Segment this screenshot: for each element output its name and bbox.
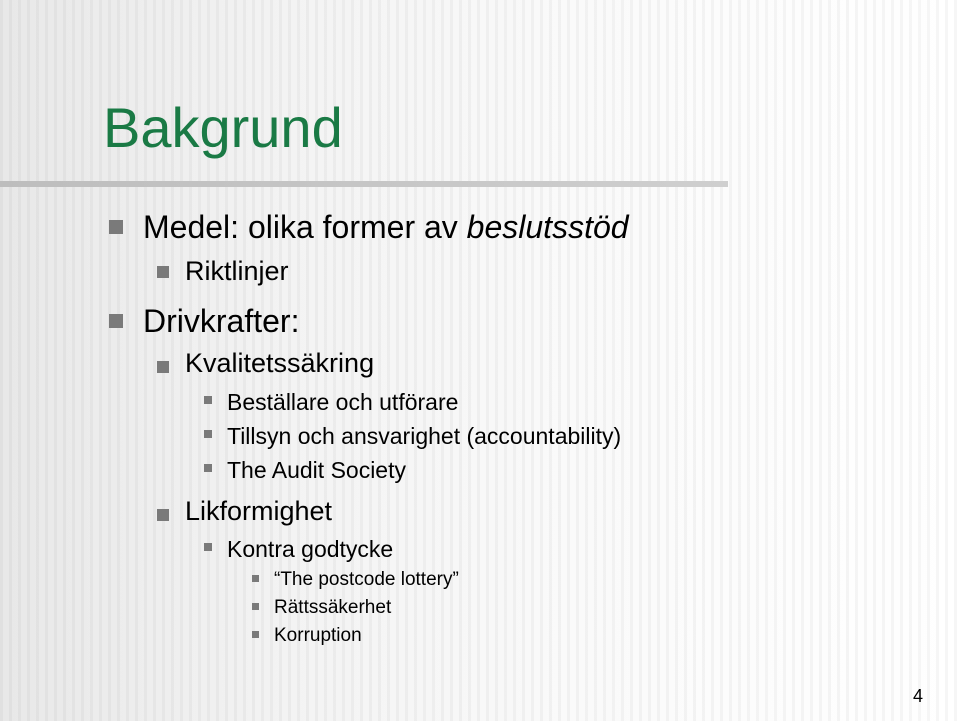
bullet-item-medel: Medel: olika former av beslutsstöd xyxy=(143,209,629,245)
square-bullet-icon xyxy=(252,603,259,610)
slide-title: Bakgrund xyxy=(103,96,343,159)
square-bullet-icon xyxy=(204,430,212,438)
square-bullet-icon xyxy=(109,314,123,328)
bullet-item-tillsyn: Tillsyn och ansvarighet (accountability) xyxy=(227,423,622,449)
square-bullet-icon xyxy=(252,631,259,638)
title-divider xyxy=(0,181,728,187)
square-bullet-icon xyxy=(157,361,169,373)
square-bullet-icon xyxy=(157,509,169,521)
page-number: 4 xyxy=(913,686,924,706)
square-bullet-icon xyxy=(204,543,212,551)
bullet-item-korruption: Korruption xyxy=(274,625,362,646)
emphasis-text: beslutsstöd xyxy=(466,209,629,245)
square-bullet-icon xyxy=(204,396,212,404)
square-bullet-icon xyxy=(157,266,169,278)
square-bullet-icon xyxy=(252,575,259,582)
bullet-item-audit-society: The Audit Society xyxy=(227,457,406,483)
bullet-item-kontra-godtycke: Kontra godtycke xyxy=(227,536,394,562)
bullet-item-riktlinjer: Riktlinjer xyxy=(185,256,289,286)
bullet-item-bestallare: Beställare och utförare xyxy=(227,389,459,415)
bullet-item-rattssakerhet: Rättssäkerhet xyxy=(274,597,392,618)
square-bullet-icon xyxy=(109,220,123,234)
bullet-item-postcode-lottery: “The postcode lottery” xyxy=(274,569,459,590)
bullet-item-likformighet: Likformighet xyxy=(185,496,333,526)
bullet-item-drivkrafter: Drivkrafter: xyxy=(143,303,300,339)
bullet-item-kvalitetssakring: Kvalitetssäkring xyxy=(185,348,375,378)
square-bullet-icon xyxy=(204,464,212,472)
